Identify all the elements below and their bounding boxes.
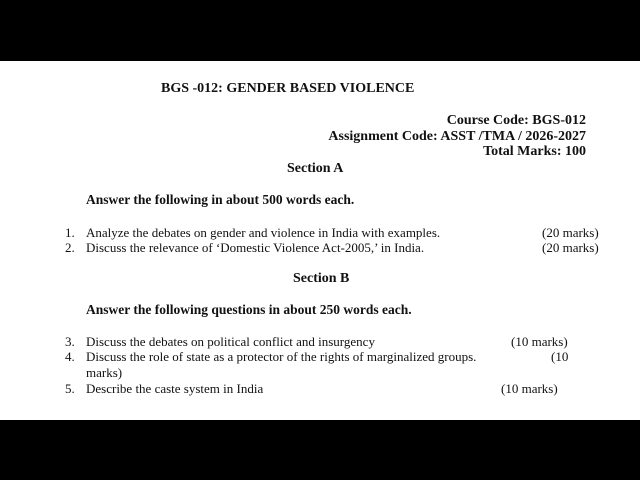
total-marks: Total Marks: 100 xyxy=(483,144,586,159)
course-info-block xyxy=(328,113,586,160)
question-marks: (10 marks) xyxy=(501,381,558,396)
question-marks: (20 marks) xyxy=(542,240,599,255)
section-a-instruction: Answer the following in about 500 words each. xyxy=(86,192,355,207)
question-marks-continued: marks) xyxy=(86,365,123,380)
question-text: Discuss the relevance of ‘Domestic Violence Act-2005,’ in India. xyxy=(86,240,425,255)
question-number: 1. xyxy=(65,225,75,240)
assignment-page xyxy=(0,61,640,420)
document-title: BGS -012: GENDER BASED VIOLENCE xyxy=(161,81,415,96)
assignment-code: Assignment Code: ASST /TMA / 2026-2027 xyxy=(328,128,586,144)
question-marks: (20 marks) xyxy=(542,225,599,240)
question-text: Analyze the debates on gender and violence in India with examples. xyxy=(86,225,441,240)
question-marks: (10 xyxy=(551,349,569,364)
question-number: 3. xyxy=(65,334,75,349)
section-a-heading: Section A xyxy=(287,161,344,176)
question-number: 5. xyxy=(65,381,75,396)
question-number: 4. xyxy=(65,349,75,364)
course-code: Course Code: BGS-012 xyxy=(446,113,586,128)
section-b-instruction: Answer the following questions in about 250 words each. xyxy=(86,302,412,317)
question-number: 2. xyxy=(65,240,75,255)
question-text: Describe the caste system in India xyxy=(86,381,264,396)
section-b-heading: Section B xyxy=(293,271,350,286)
question-text: Discuss the role of state as a protector of the rights of marginalized groups. xyxy=(86,349,477,364)
question-text: Discuss the debates on political conflict and insurgency xyxy=(86,334,375,349)
question-marks: (10 marks) xyxy=(511,334,568,349)
